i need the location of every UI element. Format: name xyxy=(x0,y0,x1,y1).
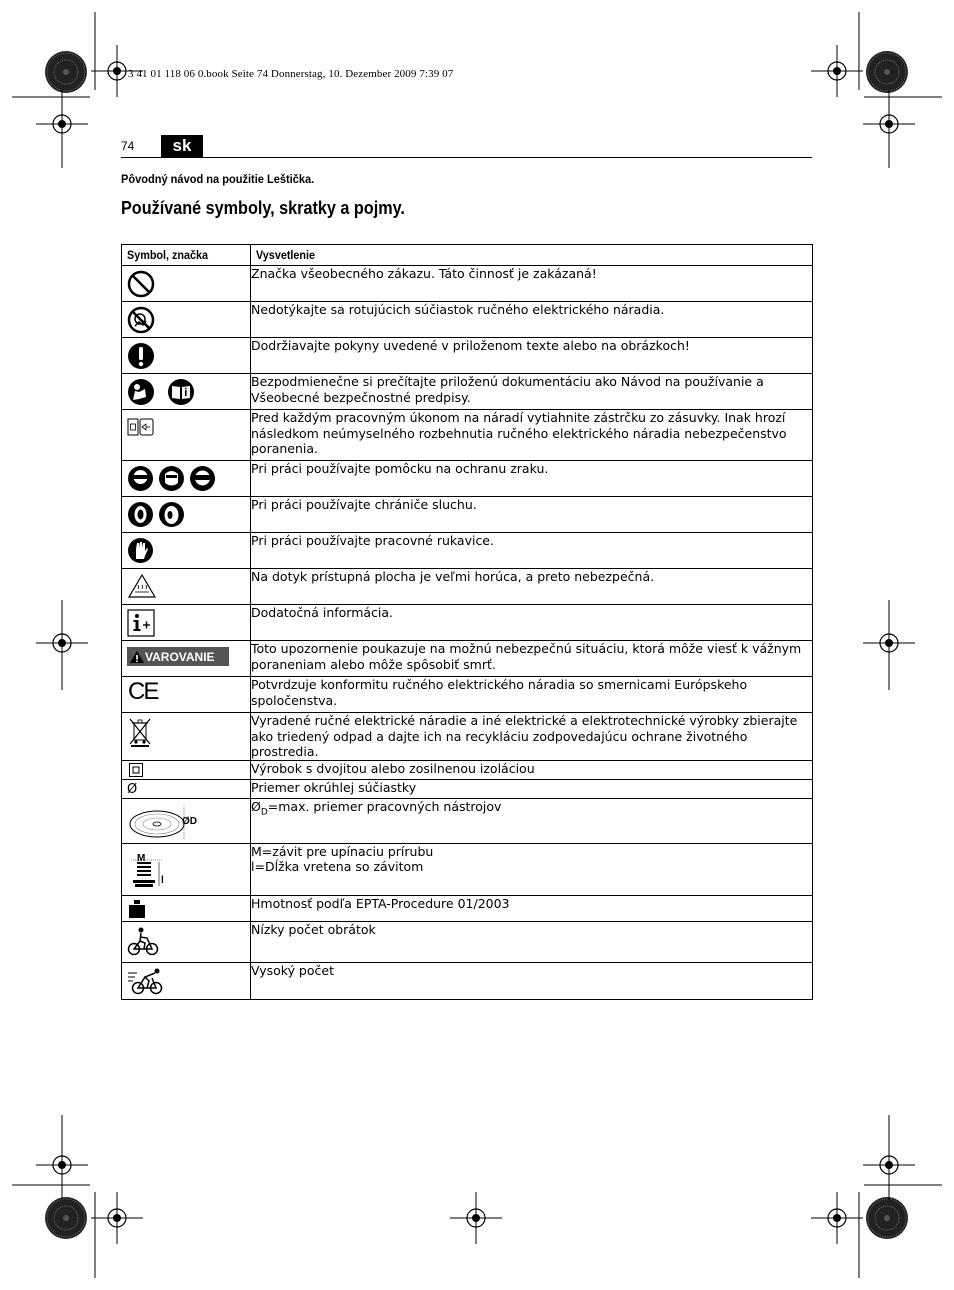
table-row xyxy=(122,338,813,374)
row-description: Toto upozornenie poukazuje na možnú nebezpečnú situáciu, ktorá môže viesť k vážnym poraneniam alebo môže spôsobiť smrť. xyxy=(251,641,802,672)
ear-protection-icon xyxy=(127,501,154,528)
read-manual-icon xyxy=(127,378,155,406)
table-row xyxy=(122,569,813,605)
page-number: 74 xyxy=(121,139,135,153)
table-row xyxy=(122,921,813,962)
length-label: l xyxy=(161,874,164,886)
row-description: Bezpodmienečne si prečítajte priloženú dokumentáciu ako Návod na používanie a Všeobecné bezpečnostné predpisy. xyxy=(251,374,764,405)
spindle-thread-icon xyxy=(127,848,171,892)
header-rule xyxy=(121,157,812,158)
row-description: Hmotnosť podľa EPTA-Procedure 01/2003 xyxy=(251,895,510,911)
header-symbol: Symbol, značka xyxy=(122,245,251,266)
table-header-row xyxy=(122,245,813,266)
row-description: Pri práci používajte pracovné rukavice. xyxy=(251,533,494,548)
eye-protection-icon xyxy=(127,465,154,492)
mandatory-exclamation-icon xyxy=(127,342,155,370)
face-shield-icon xyxy=(158,465,185,492)
weee-bin-icon xyxy=(127,717,153,747)
row-description: Značka všeobecného zákazu. Táto činnosť je zakázaná! xyxy=(251,266,597,281)
goggles-icon xyxy=(189,465,216,492)
table-row xyxy=(122,302,813,338)
row-description: Dodatočná informácia. xyxy=(251,605,394,620)
row-description: Pred každým pracovným úkonom na náradí vytiahnite zástrčku zo zásuvky. Inak hrozí následkom neúmyselného rozbehnutia ručného elektrického náradia nebezpečenstvo poranenia. xyxy=(251,410,787,456)
low-speed-cyclist-icon xyxy=(127,926,159,956)
hot-surface-icon xyxy=(127,573,157,599)
ce-mark: CE xyxy=(128,678,158,705)
row-description-line: M=závit pre upínaciu prírubu xyxy=(251,843,434,859)
header-explanation: Vysvetlenie xyxy=(251,245,813,266)
info-book-icon xyxy=(167,378,195,406)
unplug-icon xyxy=(127,416,155,438)
row-description-line: l=Dĺžka vretena so závitom xyxy=(251,859,424,874)
table-row xyxy=(122,895,813,921)
language-badge: sk xyxy=(161,135,203,157)
section-title: Používané symboly, skratky a pojmy. xyxy=(121,198,405,218)
info-icon xyxy=(127,609,155,637)
warning-triangle-icon xyxy=(129,650,145,664)
table-row xyxy=(122,677,813,713)
row-description: $Ø_D=\max$. priemer pracovných nástrojov xyxy=(251,798,502,817)
table-row xyxy=(122,962,813,999)
table-row xyxy=(122,713,813,761)
row-description: Vyradené ručné elektrické náradie a iné elektrické a elektrotechnické výrobky zbierajte ako triedený odpad a dajte ich na recykláciu zodpovedajúcu ochrane životného prostredia. xyxy=(251,713,798,759)
weight-icon xyxy=(129,900,145,918)
row-description: Na dotyk prístupná plocha je veľmi horúca, a preto nebezpečná. xyxy=(251,569,655,584)
print-info: 3 41 01 118 06 0.book Seite 74 Donnerstag, 10. Dezember 2009 7:39 07 xyxy=(128,68,454,80)
table-row xyxy=(122,843,813,895)
ear-muffs-icon xyxy=(158,501,185,528)
high-speed-cyclist-icon xyxy=(127,967,165,995)
row-description: Pri práci používajte chrániče sluchu. xyxy=(251,497,477,512)
table-row xyxy=(122,798,813,843)
double-insulation-icon xyxy=(129,763,143,777)
table-row xyxy=(122,461,813,497)
thread-label: M xyxy=(137,852,146,864)
row-description: Potvrdzuje konformitu ručného elektrického náradia so smernicami Európskeho spoločenstva. xyxy=(251,677,748,708)
row-description: Pri práci používajte pomôcku na ochranu zraku. xyxy=(251,461,549,476)
prohibition-icon xyxy=(127,270,155,298)
table-row xyxy=(122,760,813,779)
no-touch-rotating-icon xyxy=(127,306,155,334)
table-row xyxy=(122,410,813,461)
table-row xyxy=(122,266,813,302)
table-row xyxy=(122,497,813,533)
symbols-table xyxy=(121,244,813,1000)
row-description: Nízky počet obrátok xyxy=(251,921,376,937)
table-row xyxy=(122,533,813,569)
row-description: Dodržiavajte pokyny uvedené v priloženom texte alebo na obrázkoch! xyxy=(251,338,690,353)
table-row xyxy=(122,779,813,798)
table-row xyxy=(122,641,813,677)
warning-badge: VAROVANIE xyxy=(127,647,229,666)
row-description: Vysoký počet xyxy=(251,962,334,978)
row-description: Priemer okrúhlej súčiastky xyxy=(251,779,417,795)
table-row xyxy=(122,374,813,410)
original-manual-title: Pôvodný návod na použitie Leštička. xyxy=(121,172,315,186)
table-row xyxy=(122,605,813,641)
row-description: Nedotýkajte sa rotujúcich súčiastok ručného elektrického náradia. xyxy=(251,302,665,317)
gloves-icon xyxy=(127,537,154,564)
disc-diameter-label: ØD xyxy=(182,815,197,827)
diameter-symbol: Ø xyxy=(127,781,138,797)
row-description: Výrobok s dvojitou alebo zosilnenou izoláciou xyxy=(251,760,535,776)
